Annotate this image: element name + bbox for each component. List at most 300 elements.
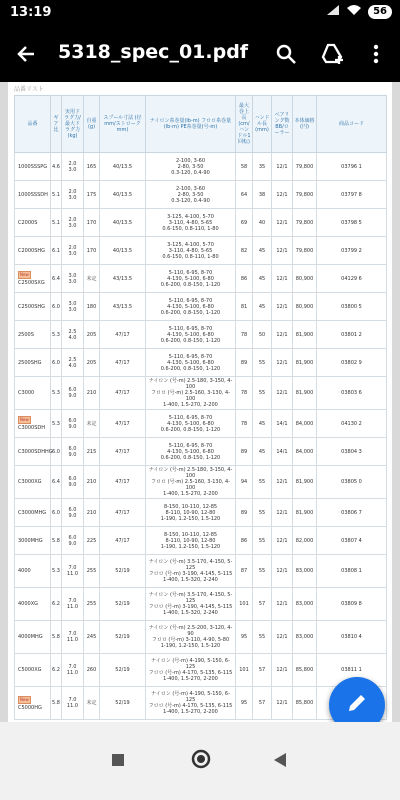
gear-cell — [51, 293, 62, 321]
spool-size: 40/13.5 — [112, 219, 133, 226]
model-cell — [15, 209, 51, 237]
line-capacity-cell — [146, 321, 236, 349]
price-cell — [293, 181, 317, 209]
nav-back-triangle-icon[interactable] — [273, 752, 287, 772]
product-code: 04130 2 — [341, 420, 362, 427]
model-cell — [15, 438, 51, 466]
code-cell — [317, 181, 387, 209]
code-cell — [317, 321, 387, 349]
model-cell — [15, 153, 51, 181]
bearing-cell — [272, 527, 293, 555]
drag-max: 11.0 — [66, 604, 79, 610]
line-capacity: ナイロン (号-m) 2.5-200, 3-120, 4-90 — [148, 625, 233, 637]
model-cell — [15, 555, 51, 588]
price: 83,000 — [295, 568, 314, 574]
retrieve-length: 101 — [239, 601, 249, 607]
line-capacity: 0.6-200, 0.8-150, 1-120 — [160, 426, 221, 433]
line-capacity: 5-110, 6-95, 8-70 — [168, 325, 213, 332]
weight: 210 — [86, 479, 97, 485]
code-cell — [317, 621, 387, 654]
model-cell — [15, 527, 51, 555]
spool-cell — [100, 349, 146, 377]
drag-cell — [62, 438, 84, 466]
spool-size: 40/13.5 — [112, 191, 133, 198]
line-capacity: 0.6-200, 0.8-150, 1-120 — [160, 309, 221, 316]
document-title: 5318_spec_01.pdf — [58, 41, 249, 63]
spool-size: 40/13.5 — [112, 163, 133, 170]
retrieve-cell — [236, 527, 253, 555]
retrieve-cell — [236, 687, 253, 720]
model-name: 4000XG — [18, 601, 39, 607]
model-cell — [15, 654, 51, 687]
gear-ratio: 6.0 — [52, 448, 60, 455]
drag-cell — [62, 555, 84, 588]
bearing-cell — [272, 153, 293, 181]
drag-practical: 3.0 — [68, 300, 77, 307]
line-capacity: 1-400, 1.5-270, 2-200 — [163, 709, 218, 715]
spool-size: 47/17 — [115, 448, 130, 455]
bearing-cell — [272, 237, 293, 265]
edit-pencil-icon — [346, 692, 368, 718]
gear-cell — [51, 377, 62, 410]
table-row — [15, 377, 387, 410]
gear-cell — [51, 438, 62, 466]
pdf-page — [8, 82, 392, 722]
code-cell — [317, 237, 387, 265]
handle-length: 55 — [258, 390, 266, 396]
gear-cell — [51, 654, 62, 687]
price: 81,900 — [295, 509, 314, 516]
drag-max: 11.0 — [66, 571, 79, 577]
model-name: C2000SHG — [18, 247, 46, 254]
spool-cell — [100, 527, 146, 555]
model-name: C3000SDHHG — [18, 448, 53, 455]
line-capacity: 0.6-150, 0.8-110, 1-80 — [162, 253, 219, 260]
code-cell — [317, 527, 387, 555]
bearing-count: 12/1 — [276, 275, 288, 282]
drag-cell — [62, 621, 84, 654]
bearing-count: 12/1 — [276, 219, 288, 226]
retrieve-length: 82 — [240, 247, 248, 254]
price-cell — [293, 687, 317, 720]
line-capacity: 5-110, 6-95, 8-70 — [168, 269, 213, 276]
spool-cell — [100, 588, 146, 621]
handle-cell — [253, 527, 272, 555]
price-cell — [293, 527, 317, 555]
line-capacity-cell — [146, 209, 236, 237]
table-row — [15, 181, 387, 209]
spool-cell — [100, 654, 146, 687]
spool-size: 47/17 — [115, 359, 130, 366]
model-name: C2500SXG — [18, 280, 45, 286]
gear-ratio: 5.8 — [52, 634, 60, 640]
new-badge: New — [20, 272, 29, 277]
new-badge: New — [20, 417, 29, 422]
retrieve-cell — [236, 181, 253, 209]
weight: 175 — [86, 191, 97, 198]
price-cell — [293, 466, 317, 499]
model-cell — [15, 293, 51, 321]
drag-max: 11.0 — [66, 703, 79, 709]
gear-cell — [51, 527, 62, 555]
table-row — [15, 293, 387, 321]
table-row — [15, 209, 387, 237]
spool-size: 52/19 — [115, 601, 130, 607]
retrieve-length: 78 — [240, 331, 248, 338]
code-cell — [317, 410, 387, 438]
column-header: ナイロン糸巻量(lb-m) フロロ糸巻量(lb-m) PE糸巻量(号-m) — [146, 96, 236, 153]
weight-cell — [84, 654, 100, 687]
weight-cell — [84, 349, 100, 377]
handle-cell — [253, 654, 272, 687]
spool-size: 47/17 — [115, 420, 130, 427]
bearing-count: 12/1 — [276, 390, 288, 396]
model-name: C3000SDH — [18, 425, 45, 431]
line-capacity-cell — [146, 293, 236, 321]
code-cell — [317, 438, 387, 466]
code-cell — [317, 466, 387, 499]
price-cell — [293, 438, 317, 466]
line-capacity: 5-110, 6-95, 8-70 — [168, 297, 213, 304]
weight: 165 — [86, 163, 97, 170]
weight: 未定 — [86, 700, 97, 706]
product-code: 03796 1 — [341, 163, 362, 170]
bearing-cell — [272, 410, 293, 438]
weight: 255 — [86, 568, 97, 574]
line-capacity: 3-110, 4-80, 5-65 — [168, 219, 213, 226]
line-capacity: フロロ (号-m) 4-170, 5-135, 6-115 — [148, 670, 233, 676]
spool-cell — [100, 466, 146, 499]
code-cell — [317, 555, 387, 588]
product-code: 03807 4 — [341, 537, 362, 544]
retrieve-length: 94 — [240, 479, 248, 485]
drag-practical: 2.5 — [68, 328, 77, 335]
price: 79,800 — [295, 191, 314, 198]
product-code: 03805 0 — [341, 479, 362, 485]
handle-cell — [253, 588, 272, 621]
product-code: 03804 3 — [341, 448, 362, 455]
spec-table — [14, 95, 387, 720]
line-capacity: 8-150, 10-110, 12-85 — [163, 531, 218, 538]
product-code: 03809 8 — [341, 601, 362, 607]
retrieve-cell — [236, 265, 253, 293]
weight: 205 — [86, 359, 97, 366]
gear-ratio: 5.1 — [52, 191, 60, 198]
weight: 未定 — [86, 420, 97, 427]
gear-cell — [51, 687, 62, 720]
bearing-cell — [272, 499, 293, 527]
weight-cell — [84, 377, 100, 410]
line-capacity-cell — [146, 499, 236, 527]
gear-ratio: 6.0 — [52, 359, 60, 366]
arrow-back-icon[interactable] — [12, 40, 40, 68]
handle-cell — [253, 293, 272, 321]
bearing-count: 12/1 — [276, 479, 288, 485]
spool-size: 47/17 — [115, 331, 130, 338]
drag-cell — [62, 588, 84, 621]
spool-cell — [100, 237, 146, 265]
line-capacity-cell — [146, 438, 236, 466]
retrieve-length: 81 — [240, 303, 248, 310]
model-cell — [15, 466, 51, 499]
model-cell — [15, 237, 51, 265]
drag-practical: 2.5 — [68, 356, 77, 363]
bearing-cell — [272, 555, 293, 588]
spool-size: 47/17 — [115, 509, 130, 516]
drag-max: 9.0 — [68, 451, 77, 458]
price: 85,800 — [295, 667, 314, 673]
handle-length: 40 — [258, 219, 266, 226]
price: 81,900 — [295, 479, 314, 485]
code-cell — [317, 209, 387, 237]
price: 83,000 — [295, 634, 314, 640]
handle-cell — [253, 410, 272, 438]
more-vert-icon[interactable] — [362, 40, 390, 68]
model-name: 2500S — [18, 331, 34, 338]
pdf-viewer[interactable] — [0, 82, 400, 722]
gear-cell — [51, 181, 62, 209]
bearing-count: 14/1 — [276, 420, 288, 427]
table-row — [15, 438, 387, 466]
line-capacity-cell — [146, 237, 236, 265]
model-name: C5000XG — [18, 667, 42, 673]
handle-cell — [253, 209, 272, 237]
table-row — [15, 466, 387, 499]
line-capacity: 4-130, 5-100, 6-80 — [167, 275, 214, 282]
battery-indicator: 56 — [368, 5, 392, 19]
spool-size: 52/19 — [115, 568, 130, 574]
line-capacity: フロロ (号-m) 3-190, 4-145, 5-115 — [148, 571, 233, 577]
bearing-count: 12/1 — [276, 700, 288, 706]
spool-cell — [100, 621, 146, 654]
search-icon[interactable] — [272, 40, 300, 68]
model-name: 4000 — [18, 568, 31, 574]
retrieve-cell — [236, 209, 253, 237]
drag-practical: 2.0 — [68, 188, 77, 195]
model-name: C3000XG — [18, 479, 42, 485]
gear-cell — [51, 209, 62, 237]
bearing-cell — [272, 181, 293, 209]
bearing-count: 12/1 — [276, 634, 288, 640]
line-capacity: 1-190, 1.2-150, 1.5-120 — [160, 515, 221, 522]
price: 83,000 — [295, 601, 314, 607]
line-capacity-cell — [146, 466, 236, 499]
model-name: 4000MHG — [18, 634, 43, 640]
handle-length: 55 — [258, 509, 266, 516]
spool-size: 52/19 — [115, 700, 130, 706]
retrieve-length: 64 — [240, 191, 248, 198]
spool-size: 47/17 — [115, 537, 130, 544]
bearing-cell — [272, 588, 293, 621]
weight: 170 — [86, 247, 97, 254]
line-capacity: 2-100, 3-60 — [175, 185, 206, 192]
weight: 210 — [86, 509, 97, 516]
weight: 225 — [86, 537, 97, 544]
drag-practical: 7.0 — [68, 565, 77, 571]
drag-cell — [62, 654, 84, 687]
model-name: 3000MHG — [18, 537, 43, 544]
retrieve-length: 101 — [239, 667, 249, 673]
line-capacity: 1-400, 1.5-320, 2-240 — [163, 610, 218, 616]
handle-length: 45 — [258, 448, 266, 455]
new-badge: New — [20, 696, 29, 702]
gear-cell — [51, 466, 62, 499]
price-cell — [293, 153, 317, 181]
weight-cell — [84, 237, 100, 265]
weight: 260 — [86, 667, 97, 673]
model-cell — [15, 621, 51, 654]
model-cell — [15, 588, 51, 621]
gear-cell — [51, 499, 62, 527]
line-capacity: ナイロン (号-m) 3.5-170, 4-150, 5-125 — [148, 559, 233, 571]
weight: 未定 — [86, 275, 97, 282]
line-capacity: 4-130, 5-100, 6-80 — [167, 448, 214, 455]
line-capacity: フロロ (号-m) 2.5-160, 3-130, 4-100 — [151, 390, 230, 402]
table-row — [15, 410, 387, 438]
recents-square-icon[interactable] — [111, 752, 125, 771]
bearing-cell — [272, 321, 293, 349]
weight-cell — [84, 466, 100, 499]
column-header: 品番 — [15, 96, 51, 153]
drag-max: 4.0 — [68, 334, 77, 341]
bearing-cell — [272, 466, 293, 499]
line-capacity: 0.6-200, 0.8-150, 1-120 — [160, 281, 221, 288]
line-capacity: 4-130, 5-100, 6-80 — [167, 420, 214, 427]
table-row — [15, 527, 387, 555]
handle-length: 45 — [258, 420, 266, 427]
retrieve-cell — [236, 621, 253, 654]
table-row — [15, 555, 387, 588]
bearing-count: 12/1 — [276, 331, 288, 338]
wifi-icon — [346, 4, 362, 20]
gear-cell — [51, 321, 62, 349]
weight-cell — [84, 621, 100, 654]
handle-length: 45 — [258, 247, 266, 254]
spool-cell — [100, 555, 146, 588]
drag-cell — [62, 499, 84, 527]
line-capacity: 4-130, 5-100, 6-80 — [167, 331, 214, 338]
weight: 180 — [86, 303, 97, 310]
model-cell — [15, 687, 51, 720]
drag-cell — [62, 153, 84, 181]
bearing-cell — [272, 621, 293, 654]
handle-cell — [253, 466, 272, 499]
retrieve-length: 95 — [240, 700, 248, 706]
product-code: 03800 5 — [341, 303, 362, 310]
drag-cell — [62, 687, 84, 720]
home-circle-icon[interactable] — [191, 749, 211, 773]
handle-cell — [253, 499, 272, 527]
drag-max: 9.0 — [68, 482, 77, 488]
bearing-count: 12/1 — [276, 247, 288, 254]
product-code: 03810 4 — [341, 634, 362, 640]
spool-cell — [100, 321, 146, 349]
price: 79,800 — [295, 247, 314, 254]
handle-length: 45 — [258, 303, 266, 310]
gear-cell — [51, 555, 62, 588]
price: 81,900 — [295, 331, 314, 338]
drag-max: 11.0 — [66, 670, 79, 676]
product-code: 04129 6 — [341, 275, 362, 282]
price: 79,800 — [295, 219, 314, 226]
spool-cell — [100, 377, 146, 410]
product-code: 03808 1 — [341, 568, 362, 574]
price-cell — [293, 265, 317, 293]
line-capacity-cell — [146, 588, 236, 621]
spool-size: 47/17 — [115, 390, 130, 396]
retrieve-cell — [236, 349, 253, 377]
status-icons — [326, 4, 392, 20]
bearing-cell — [272, 687, 293, 720]
model-name: 1000SSSDH — [18, 191, 48, 198]
line-capacity-cell — [146, 527, 236, 555]
retrieve-cell — [236, 237, 253, 265]
column-header: ハンドル長 (mm) — [253, 96, 272, 153]
drag-practical: 7.0 — [68, 598, 77, 604]
weight-cell — [84, 527, 100, 555]
gear-cell — [51, 588, 62, 621]
weight-cell — [84, 687, 100, 720]
drag-max: 3.0 — [68, 194, 77, 201]
line-capacity: ナイロン (号-m) 4-190, 5-150, 6-125 — [151, 658, 230, 670]
bearing-count: 12/1 — [276, 359, 288, 366]
spool-cell — [100, 687, 146, 720]
price: 81,900 — [295, 390, 314, 396]
line-capacity: ナイロン (号-m) 2.5-180, 3-150, 4-100 — [148, 378, 233, 390]
model-cell — [15, 377, 51, 410]
drag-max: 9.0 — [68, 512, 77, 519]
line-capacity: 0.6-200, 0.8-150, 1-120 — [160, 454, 221, 461]
retrieve-cell — [236, 153, 253, 181]
drag-max: 9.0 — [68, 423, 77, 430]
line-capacity: 2-100, 3-60 — [175, 157, 206, 164]
handle-cell — [253, 377, 272, 410]
line-capacity-cell — [146, 181, 236, 209]
line-capacity: 1-190, 1.2-150, 1.5-120 — [160, 543, 221, 550]
model-name: C5000HG — [18, 704, 42, 711]
drag-cell — [62, 349, 84, 377]
bearing-count: 12/1 — [276, 667, 288, 673]
line-capacity: 5-110, 6-95, 8-70 — [168, 353, 213, 360]
line-capacity: フロロ (号-m) 3-190, 4-145, 5-115 — [148, 604, 233, 610]
spool-cell — [100, 265, 146, 293]
price-cell — [293, 209, 317, 237]
retrieve-cell — [236, 466, 253, 499]
retrieve-length: 89 — [240, 359, 248, 366]
bearing-count: 12/1 — [276, 303, 288, 310]
weight-cell — [84, 265, 100, 293]
line-capacity: 8-150, 10-110, 12-85 — [163, 503, 218, 510]
price-cell — [293, 349, 317, 377]
drag-practical: 2.0 — [68, 216, 77, 223]
column-header: 実用ドラグ力/最大ドラグ力 (kg) — [62, 96, 84, 153]
bearing-cell — [272, 265, 293, 293]
drag-cell — [62, 410, 84, 438]
handle-length: 35 — [258, 163, 266, 170]
drive-add-icon[interactable] — [318, 40, 346, 68]
spool-size: 43/13.5 — [112, 303, 133, 310]
line-capacity-cell — [146, 410, 236, 438]
handle-cell — [253, 181, 272, 209]
product-code: 03806 7 — [341, 509, 362, 516]
drag-max: 3.0 — [68, 166, 77, 173]
line-capacity: ナイロン (号-m) 3.5-170, 4-150, 5-125 — [148, 592, 233, 604]
weight-cell — [84, 293, 100, 321]
retrieve-cell — [236, 410, 253, 438]
model-cell — [15, 321, 51, 349]
code-cell — [317, 499, 387, 527]
gear-ratio: 5.1 — [52, 219, 60, 226]
